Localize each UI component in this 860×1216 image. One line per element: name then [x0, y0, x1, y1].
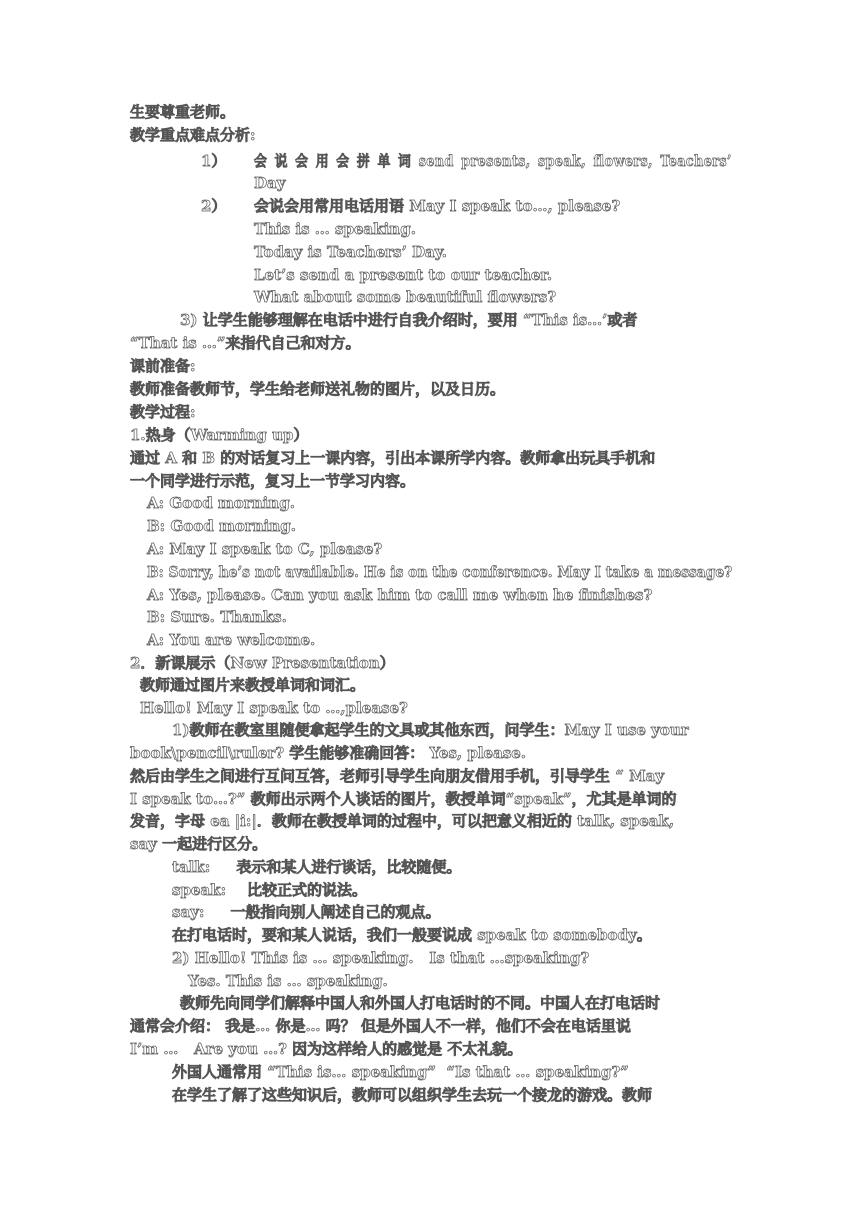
text-line: 然后由学生之间进行互问互答，老师引导学生向朋友借用手机，引导学生 “ May	[130, 767, 665, 785]
dialogue-line: B: Sorry, he’s not available. He is on the conference. May I take a message?	[147, 563, 733, 581]
text-line: Yes. This is … speaking.	[188, 972, 388, 990]
text-line: 在学生了解了这些知识后，教师可以组织学生去玩一个接龙的游戏。教师	[172, 1086, 653, 1104]
dialogue-line: A: Good morning.	[147, 494, 295, 512]
text-line: 外国人通常用 “This is… speaking” “Is that … speaking?”	[172, 1063, 629, 1081]
text-line: Let’s send a present to our teacher.	[254, 266, 553, 284]
text-line: What about some beautiful flowers?	[254, 288, 557, 306]
dialogue-line: B: Good morning.	[147, 517, 296, 535]
list-number: 2）	[201, 197, 227, 215]
subsection-heading-warming-up: 1.热身（Warming up）	[130, 426, 309, 444]
definition-line-speak: speak: 比较正式的说法。	[172, 881, 368, 899]
text-line: 教师通过图片来教授单词和词汇。	[140, 676, 366, 694]
text-line: 1)教师在教室里随便拿起学生的文具或其他东西，问学生：May I use your	[172, 721, 689, 739]
text-line: 通过 A 和 B 的对话复习上一课内容，引出本课所学内容。教师拿出玩具手机和	[130, 449, 656, 467]
text-line: 发音，字母 ea |i:|．教师在教授单词的过程中，可以把意义相近的 talk, speak,	[130, 812, 675, 830]
text-line: Day	[254, 174, 286, 192]
list-number: 1）	[201, 152, 227, 170]
text-line: 在打电话时，要和某人说话，我们一般要说成 speak to somebody。	[172, 926, 652, 944]
subsection-heading-new-presentation: 2．新课展示（New Presentation）	[130, 654, 395, 672]
section-heading-key-points: 教学重点难点分析:	[130, 126, 256, 144]
text-line: say 一起进行区分。	[130, 835, 268, 853]
text-line: “That is …”来指代自己和对方。	[130, 334, 361, 352]
section-heading-preparation: 课前准备:	[130, 357, 196, 375]
text-line: I’m … Are you …? 因为这样给人的感觉是 不太礼貌。	[130, 1040, 523, 1058]
text-line: 3) 让学生能够理解在电话中进行自我介绍时，要用 “This is…’或者	[180, 311, 638, 329]
text-line: 会 说 会 用 会 拼 单 词 send presents, speak, flowers, Teachers’	[254, 152, 732, 170]
definition-line-talk: talk: 表示和某人进行谈话，比较随便。	[172, 858, 462, 876]
text-line: Today is Teachers’ Day.	[254, 243, 447, 261]
section-heading-process: 教学过程:	[130, 403, 196, 421]
text-line: 一个同学进行示范，复习上一节学习内容。	[130, 472, 416, 490]
text-line: 生要尊重老师。	[130, 103, 236, 121]
text-line: book\pencil\ruler? 学生能够准确回答： Yes, please.	[130, 744, 526, 762]
text-line: 通常会介绍： 我是… 你是… 吗？ 但是外国人不一样，他们不会在电话里说	[130, 1017, 631, 1035]
text-line: I speak to…?” 教师出示两个人谈话的图片，教授单词“speak”，尤其是单词的	[130, 790, 677, 808]
text-line: 教师先向同学们解释中国人和外国人打电话时的不同。中国人在打电话时	[180, 994, 661, 1012]
text-line: 会说会用常用电话用语 May I speak to…, please?	[254, 197, 621, 215]
text-line: 2) Hello! This is … speaking. Is that …speaking?	[172, 949, 590, 967]
dialogue-line: A: May I speak to C, please?	[147, 540, 383, 558]
dialogue-line: A: You are welcome.	[147, 631, 316, 649]
definition-line-say: say: 一般指向别人阐述自己的观点。	[172, 903, 441, 921]
dialogue-line: B: Sure. Thanks.	[147, 608, 287, 626]
dialogue-line: A: Yes, please. Can you ask him to call me when he finishes?	[147, 586, 653, 604]
text-line: Hello! May I speak to …,please?	[140, 699, 408, 717]
text-line: 教师准备教师节，学生给老师送礼物的图片，以及日历。	[130, 380, 506, 398]
text-line: This is … speaking.	[254, 220, 416, 238]
